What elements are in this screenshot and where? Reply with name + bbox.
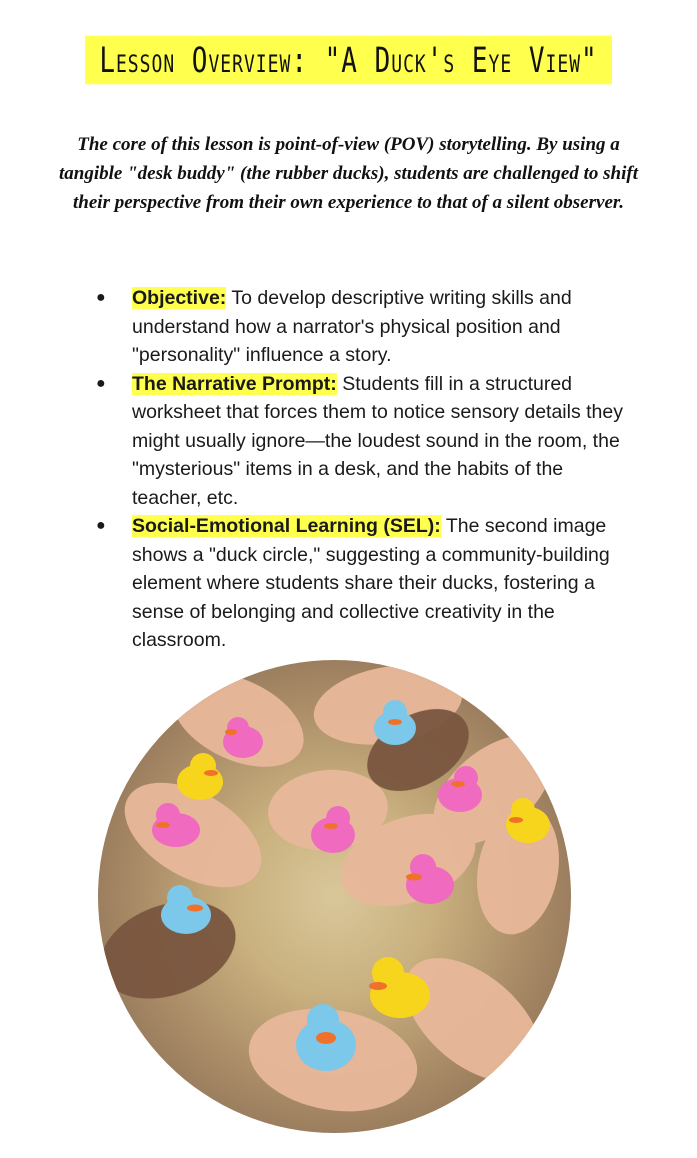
overview-list: [90, 284, 630, 655]
list-item: [90, 370, 630, 513]
blue-duck: [161, 885, 211, 934]
sel-text: The second image shows a "duck circle," suggesting a community-building element where students share their ducks, fostering a sense of belonging and collective creativity in the classroom.: [132, 515, 610, 651]
list-item: [90, 284, 630, 370]
bullet-icon: ●: [96, 374, 106, 392]
list-item: [90, 512, 630, 655]
yellow-duck: [506, 798, 550, 843]
sel-label: Social-Emotional Learning (SEL):: [132, 515, 441, 537]
objective-text: To develop descriptive writing skills and understand how a narrator's physical position and "personality" influence a story.: [132, 287, 572, 366]
narrative-prompt-text: Students fill in a structured worksheet that forces them to notice sensory details they might usually ignore—the loudest sound in the room, the "mysterious" items in a desk, and the habits of the teacher, etc.: [132, 372, 623, 509]
duck-circle-photo: [98, 660, 571, 1133]
duck-circle-illustration: [98, 660, 571, 1133]
intro-paragraph: The core of this lesson is point-of-view (POV) storytelling. By using a tangible "desk buddy" (the rubber ducks), students are challenged to shift their perspective from their own experience to that of a silent observer.: [59, 134, 638, 213]
bullet-icon: ●: [96, 289, 106, 306]
title-container: [0, 41, 697, 82]
bullet-icon: ●: [96, 517, 106, 534]
yellow-duck: [177, 753, 223, 800]
page-title: Lesson Overview: "A Duck's Eye View": [85, 36, 611, 85]
narrative-prompt-label: The Narrative Prompt:: [132, 372, 337, 395]
objective-label: Objective:: [132, 287, 227, 309]
